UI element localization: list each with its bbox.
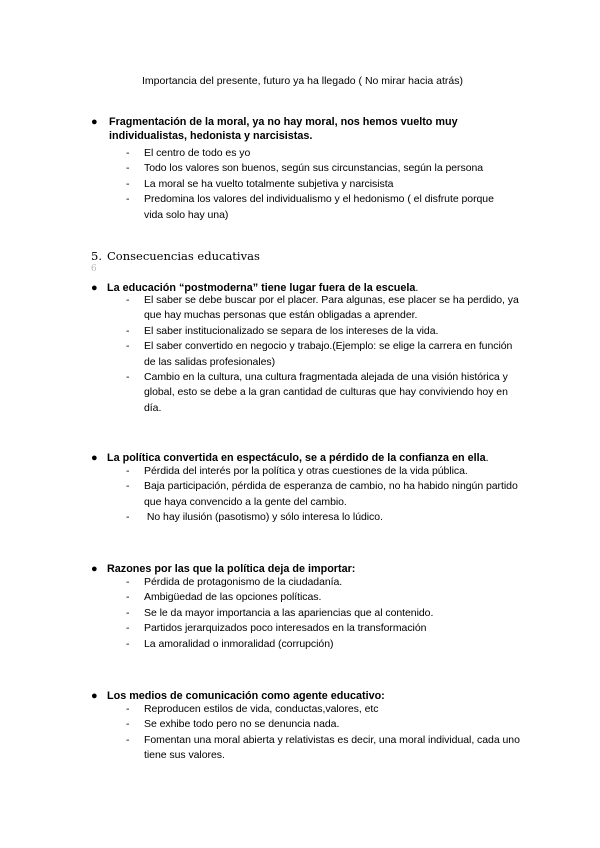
list-item: - Se le da mayor importancia a las apariencias que al contenido. (126, 606, 526, 621)
fragmentacion-heading: Fragmentación de la moral, ya no hay moral, nos hemos vuelto muy individualistas, hedonista y narcisistas. (109, 116, 458, 142)
dash-icon: - (126, 162, 130, 175)
bullet-icon: ● (91, 116, 98, 128)
stray-mark: 6 (91, 264, 97, 274)
list-item: - Cambio en la cultura, una cultura fragmentada alejada de una visión histórica y global, esto se debe a la gran cantidad de culturas que hay conviviendo hoy en día. (126, 371, 508, 414)
section-number-heading (91, 248, 260, 264)
list-item: - Fomentan una moral abierta y relativistas es decir, una moral individual, cada uno tiene sus valores. (126, 733, 520, 762)
razones-list (126, 575, 526, 652)
dash-icon: - (126, 591, 130, 604)
dash-icon: - (126, 703, 130, 715)
dash-icon: - (126, 718, 130, 731)
section-title: Consecuencias educativas (107, 249, 260, 263)
dash-icon: - (126, 147, 130, 159)
dash-icon: - (126, 193, 130, 206)
politica-heading: La política convertida en espectáculo, se a pérdido de la confianza en ella (107, 452, 486, 464)
fragmentacion-list (126, 146, 526, 223)
dash-icon: - (126, 371, 130, 384)
dash-icon: - (126, 576, 130, 588)
list-item: - Todo los valores son buenos, según sus circunstancias, según la persona (126, 161, 526, 176)
dash-icon: - (126, 637, 130, 650)
politica-list (126, 464, 526, 526)
dash-icon: - (126, 606, 130, 619)
dash-icon: - (126, 340, 130, 353)
list-item: - Ambigüedad de las opciones políticas. (126, 590, 526, 605)
list-item: - El centro de todo es yo (126, 146, 526, 161)
educacion-heading: La educación “postmoderna” tiene lugar fuera de la escuela (107, 282, 416, 294)
list-item: - No hay ilusión (pasotismo) y sólo interesa lo lúdico. (126, 510, 526, 525)
list-item: - El saber institucionalizado se separa de los intereses de la vida. (126, 324, 526, 339)
section-number: 5. (91, 249, 102, 263)
list-item: - Pérdida de protagonismo de la ciudadanía. (126, 575, 526, 590)
intro-line: Importancia del presente, futuro ya ha llegado ( No mirar hacia atrás) (142, 75, 463, 87)
document-page: Importancia del presente, futuro ya ha llegado ( No mirar hacia atrás) ● Fragmentación de la moral, ya no hay moral, nos hemos vuelto muy individualistas, hedonista y narcisistas. - El centro de todo es yo - Todo los valores son buenos, según sus circunstancias, según la persona - La moral se ha vuelto totalmente subjetiva y narcisista - Predomina los valores del individualismo y el hedonismo ( el disfrute porque vida solo hay una) 5. Consecuencias educativas 6 ● La educación “postmoderna” tiene lugar fuera de la escuela. - El saber se debe buscar por el placer. Para algunas, ese placer se ha perdido, ya que hay muchas personas que están obligadas a aprender. - El saber institucionalizado se separa de los intereses de la vida. - El saber convertido en negocio y trabajo.(Ejemplo: se elige la carrera en función de las salidas profesionales) - Cambio en la cultura, una cultura fragmentada alejada de una visión histórica y global, esto se debe a la gran cantidad de culturas que hay conviviendo hoy en día. ● La política convertida en espectáculo, se a pérdido de la confianza en ella. - Pérdida del interés por la política y otras cuestiones de la vida pública. - Baja participación, pérdida de esperanza de cambio, no ha habido ningún partido que haya convencido a la gente del cambio. - No hay ilusión (pasotismo) y sólo interesa lo lúdico. ● Razones por las que la política deja de importar: - Pérdida de protagonismo de la ciudadanía. - Ambigüedad de las opciones políticas. - Se le da mayor importancia a las apariencias que al contenido. - Partidos jerarquizados poco interesados en la transformación - La amoralidad o inmoralidad (corrupción) ● Los medios de comunicación como agente educativo: - Reproducen estilos de vida, conductas,valores, etc - Se exhibe todo pero no se denuncia nada. - Fomentan una moral abierta y relativistas es decir, una moral individual, cada uno tiene sus valores. (0, 0, 600, 848)
dash-icon: - (126, 511, 130, 524)
dash-icon: - (126, 465, 130, 477)
list-item: - La moral se ha vuelto totalmente subjetiva y narcisista (126, 177, 526, 192)
bullet-icon: ● (91, 452, 98, 464)
list-item: - Partidos jerarquizados poco interesados en la transformación (126, 621, 526, 636)
bullet-icon: ● (91, 563, 98, 575)
dash-icon: - (126, 622, 130, 635)
bullet-icon: ● (91, 282, 98, 294)
educacion-list (126, 293, 526, 416)
list-item: - Predomina los valores del individualismo y el hedonismo ( el disfrute porque vida solo hay una) (126, 193, 494, 221)
list-item: - Baja participación, pérdida de esperanza de cambio, no ha habido ningún partido que haya convencido a la gente del cambio. (126, 480, 518, 508)
dash-icon: - (126, 324, 130, 337)
medios-list (126, 702, 526, 764)
dash-icon: - (126, 480, 130, 493)
dash-icon: - (126, 733, 130, 746)
list-item: - Reproducen estilos de vida, conductas,valores, etc (126, 702, 526, 717)
list-item: - La amoralidad o inmoralidad (corrupción) (126, 637, 526, 652)
list-item: - Se exhibe todo pero no se denuncia nada. (126, 717, 526, 732)
bullet-icon: ● (91, 690, 98, 702)
dash-icon: - (126, 177, 130, 190)
list-item: - Pérdida del interés por la política y otras cuestiones de la vida pública. (126, 464, 526, 479)
list-item: - El saber convertido en negocio y trabajo.(Ejemplo: se elige la carrera en función de las salidas profesionales) (126, 340, 513, 368)
razones-heading: Razones por las que la política deja de importar: (107, 563, 356, 575)
list-item: - El saber se debe buscar por el placer. Para algunas, ese placer se ha perdido, ya que hay muchas personas que están obligadas a aprender. (126, 294, 519, 322)
dash-icon: - (126, 294, 130, 306)
medios-heading: Los medios de comunicación como agente educativo: (107, 690, 385, 702)
